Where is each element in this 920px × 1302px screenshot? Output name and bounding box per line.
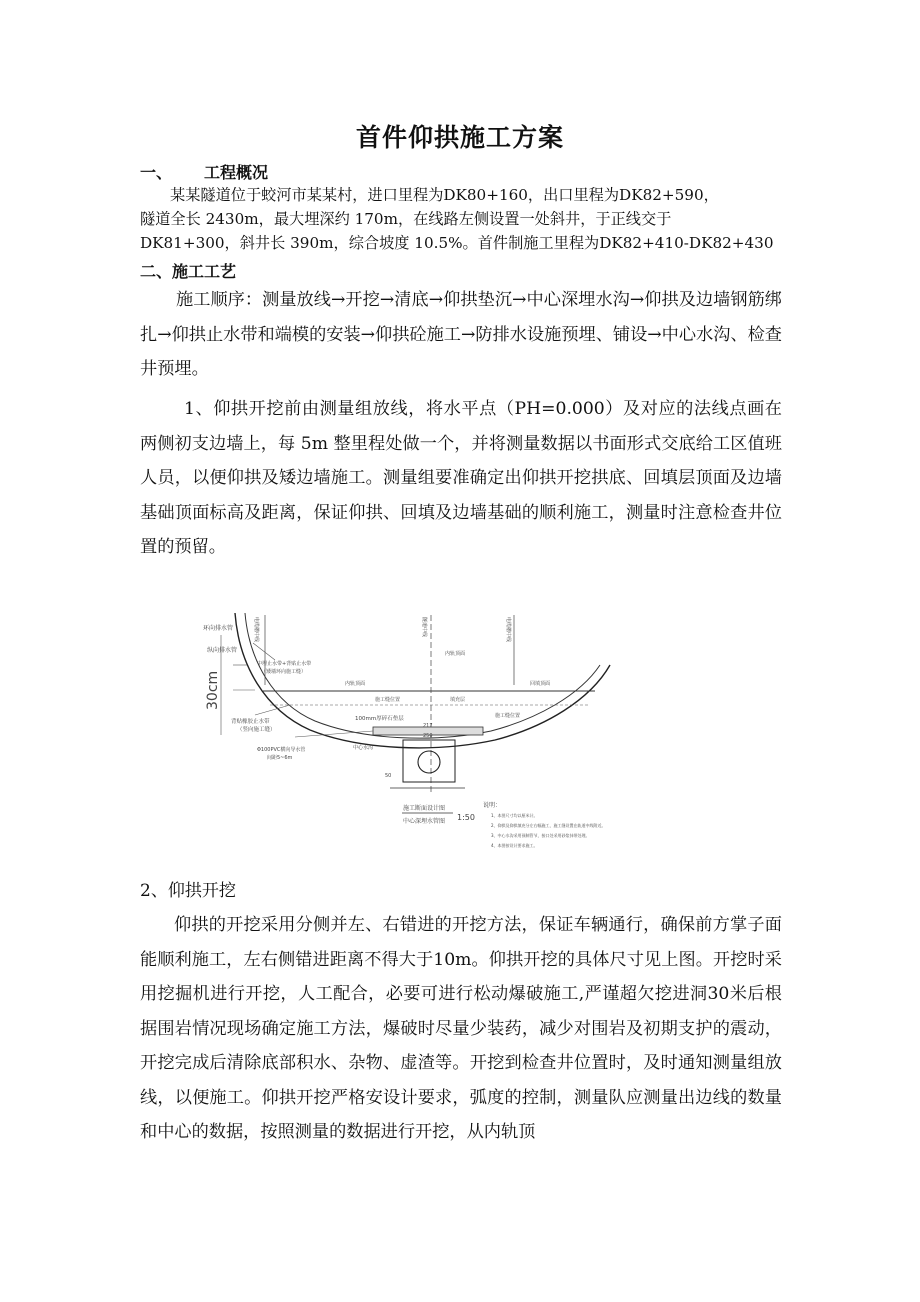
label-long-drain: 纵向排水管 (207, 647, 238, 654)
step1-paragraph: 1、仰拱开挖前由测量组放线，将水平点（PH=0.000）及对应的法线点画在两侧初支边墙上，每 5m 整里程处做一个，并将测量数据以书面形式交底给工区值班人员，以便仰拱及矮边墙施工。测量组要准确定出仰拱开挖拱底、回填层顶面及边墙基础顶面标高及距离，保证仰拱、回填及边墙基础的顺利施工，测量时注意检查井位置的预留。 (140, 399, 782, 557)
label-joint-right: 施工缝位置 (495, 713, 521, 719)
label-rail-left: 内轨顶面 (345, 681, 366, 687)
label-waterstop-back2: （竖向施工缝） (237, 727, 276, 733)
document-title: 首件仰拱施工方案 (355, 123, 564, 152)
note-line: 4、本图按设计要求施工。 (491, 843, 538, 848)
overview-line: DK81+300，斜井长 390m，综合坡度 10.5%。首件制施工里程为DK82+410-DK82+430 (140, 234, 774, 252)
section-title: 工程概况 (204, 163, 269, 182)
label-dim-217: 217 (423, 723, 433, 729)
overview-line: 某某隧道位于蛟河市某某村，进口里程为DK80+160，出口里程为DK82+590， (170, 186, 719, 204)
label-cable-right: 电缆槽中线 (505, 617, 511, 643)
label-fill-top: 回填顶面 (530, 681, 551, 687)
overview-line: 隧道全长 2430m，最大埋深约 170m，在线路左侧设置一处斜井，于正线交于 (140, 210, 672, 228)
figure-scale: 1:50 (457, 813, 475, 822)
label-center-drain: 中心水沟 (353, 745, 374, 751)
excavation-paragraph: 仰拱的开挖采用分侧并左、右错进的开挖方法，保证车辆通行，确保前方掌子面能顺利施工，左右侧错进距离不得大于10m。仰拱开挖的具体尺寸见上图。开挖时采用挖掘机进行开挖，人工配合，必要可进行松动爆破施工,严谨超欠挖进洞30米后根据围岩情况现场确定施工方法，爆破时尽量少装药，减少对围岩及初期支护的震动，开挖完成后清除底部积水、杂物、虚渣等。开挖到检查井位置时，及时通知测量组放线，以便施工。仰拱开挖严格安设计要求，弧度的控制，测量队应测量出边线的数量和中心的数据，按照测量的数据进行开挖，从内轨顶 (140, 915, 782, 1142)
label-fill-layer: 填充层 (450, 697, 466, 703)
section-heading-process: 二、施工工艺 (140, 262, 237, 281)
label-pvc-pipe: Φ100PVC横向导水管 (257, 747, 306, 753)
label-ring-drain: 环向排水管 (203, 625, 234, 632)
label-waterstop-mid2: （矮墙环向施工缝） (261, 669, 307, 675)
sequence-paragraph: 施工顺序：测量放线→开挖→清底→仰拱垫沉→中心深埋水沟→仰拱及边墙钢筋绑扎→仰拱止水带和端模的安装→仰拱砼施工→防排水设施预埋、铺设→中心水沟、检查井预埋。 (140, 290, 782, 379)
invert-section-drawing (195, 605, 625, 863)
label-rail-top: 内轨顶面 (445, 651, 466, 657)
label-cable-left: 电缆槽中线 (253, 617, 259, 643)
overview-paragraph (140, 183, 780, 255)
notes-title: 说明： (483, 802, 502, 809)
figure-caption-1: 施工断面设计图 (403, 805, 446, 812)
figure-caption-2: 中心深埋水管图 (403, 818, 446, 825)
label-tunnel-center: 隧道中线 (421, 617, 427, 638)
label-gravel: 100mm厚碎石垫层 (355, 716, 404, 722)
label-waterstop-back: 背贴橡胶止水带 (231, 719, 270, 725)
label-30cm: 30cm (205, 670, 221, 710)
note-line: 3、中心水沟采用预制管节，接口处采用砂浆抹带处理。 (491, 833, 590, 838)
label-dim-250: 250 (423, 733, 433, 739)
label-dim-50: 50 (385, 773, 392, 779)
section-heading-excavation: 2、仰拱开挖 (140, 881, 236, 901)
label-waterstop-mid: 中埋止水带+背贴止水带 (257, 661, 312, 667)
note-line: 2、仰拱及仰拱填充分左右幅施工，施工缝设置在轨道中线附近。 (491, 823, 606, 828)
section-number: 一、 (140, 163, 173, 182)
note-line: 1、本图尺寸均以厘米计。 (491, 813, 538, 818)
section-heading-overview (140, 160, 268, 183)
label-pipe-spacing: 间距5~6m (267, 755, 293, 761)
label-joint-left: 施工缝位置 (375, 697, 401, 703)
